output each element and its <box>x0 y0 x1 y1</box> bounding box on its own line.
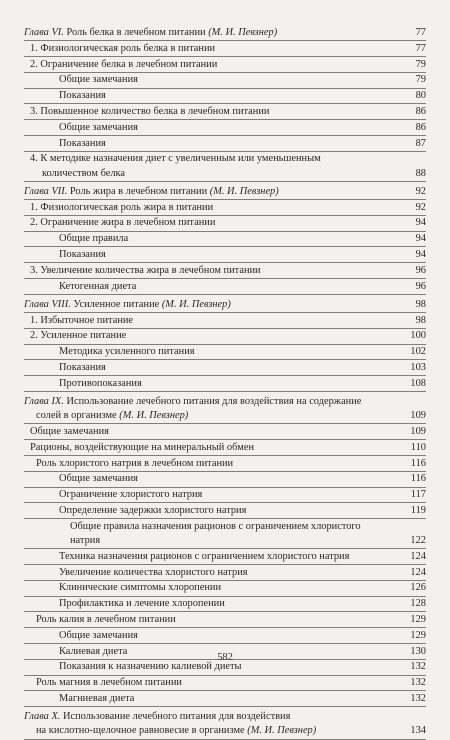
toc-chapter-entry <box>24 26 426 40</box>
entry-text: 1. Физиологическая роль жира в питании <box>30 201 214 213</box>
toc-entry-title <box>24 520 410 548</box>
toc-entry-title <box>24 345 410 359</box>
toc-entry-title <box>24 377 410 391</box>
toc-page-number: 124 <box>410 566 426 578</box>
entry-text: Использование лечебного питания для воздействия на содержание <box>63 395 362 407</box>
toc-page-number: 122 <box>410 534 426 546</box>
entry-text: Показания к назначению калиевой диеты <box>59 661 242 673</box>
entry-text: Клинические симптомы хлоропении <box>59 582 222 594</box>
entry-text: Общие замечания <box>59 473 138 485</box>
entry-text-continued: на кислотно-щелочное равновесие в организме <box>36 725 248 737</box>
toc-page-number: 102 <box>410 346 426 358</box>
entry-text-continued: количеством белка <box>42 167 126 179</box>
entry-text: Общие замечания <box>30 425 109 437</box>
entry-text: Усиленное питание <box>70 298 162 310</box>
entry-text: Техника назначения рационов с ограничением хлористого натрия <box>59 550 350 562</box>
toc-entry-title <box>24 26 416 40</box>
entry-text: Показания <box>59 137 106 149</box>
toc-page-number: 109 <box>410 410 426 422</box>
toc-page-number: 92 <box>415 201 426 213</box>
toc-page-number: 103 <box>410 361 426 373</box>
page-number: 582 <box>217 652 233 663</box>
toc-page-number: 87 <box>415 137 426 149</box>
toc-entry-title <box>24 152 416 180</box>
toc-entry-title <box>24 121 416 135</box>
toc-page-number: 92 <box>415 185 426 197</box>
toc-entry-title <box>24 457 411 471</box>
toc-page-number: 129 <box>410 613 426 625</box>
entry-text: Увеличение количества хлористого натрия <box>59 566 248 578</box>
toc-entry-title <box>24 232 416 246</box>
toc-entry-title <box>24 73 416 87</box>
entry-text: Роль хлористого натрия в лечебном питании <box>36 457 234 469</box>
toc-entry-title <box>24 248 416 262</box>
chapter-number: Глава VIII. <box>24 298 71 310</box>
entry-text: 2. Ограничение белка в лечебном питании <box>30 58 218 70</box>
toc-entry <box>24 314 426 328</box>
toc-entry <box>24 629 426 643</box>
entry-text: 1. Физиологическая роль белка в питании <box>30 42 216 54</box>
toc-entry <box>24 581 426 595</box>
toc-page-number: 98 <box>415 298 426 310</box>
toc-entry <box>24 105 426 119</box>
toc-entry-title <box>24 395 410 423</box>
author: (М. И. Певзнер) <box>209 185 279 197</box>
entry-text: Кетогенная диета <box>59 280 137 292</box>
entry-text: Ограничение хлористого натрия <box>59 489 203 501</box>
entry-text: 1. Избыточное питание <box>30 314 134 326</box>
entry-text: Общие замечания <box>59 121 138 133</box>
entry-text: Определение задержки хлористого натрия <box>59 504 247 516</box>
toc-entry <box>24 58 426 72</box>
toc-entry-title <box>24 216 416 230</box>
toc-entry <box>24 361 426 375</box>
toc-page-number: 86 <box>415 121 426 133</box>
toc-entry <box>24 42 426 56</box>
toc-entry-title <box>24 566 410 580</box>
toc-page-number: 128 <box>410 598 426 610</box>
toc-entry <box>24 472 426 486</box>
toc-page-number: 130 <box>410 645 426 657</box>
entry-text: Роль магния в лечебном питании <box>36 677 182 689</box>
toc-page-number: 117 <box>410 489 426 501</box>
toc-page-number: 98 <box>415 314 426 326</box>
chapter-number: Глава VII. <box>24 185 68 197</box>
toc-entry-title <box>24 504 411 518</box>
toc-entry-title <box>24 692 410 706</box>
toc-page-number: 79 <box>415 58 426 70</box>
toc-chapter-entry <box>24 185 426 199</box>
toc-page-number: 79 <box>415 74 426 86</box>
toc-entry-title <box>24 329 410 343</box>
entry-text: Использование лечебного питания для воздействия <box>60 711 291 723</box>
entry-text: 2. Усиленное питание <box>30 330 127 342</box>
toc-entry-title <box>24 425 410 439</box>
toc-entry <box>24 89 426 103</box>
toc-entry <box>24 329 426 343</box>
entry-text: Рационы, воздействующие на минеральный обмен <box>30 441 255 453</box>
toc-page-number: 109 <box>410 425 426 437</box>
toc-entry <box>24 216 426 230</box>
toc-page-number: 94 <box>415 233 426 245</box>
entry-text: Общие правила <box>59 233 129 245</box>
toc-entry <box>24 613 426 627</box>
entry-text: Роль жира в лечебном питании <box>67 185 210 197</box>
toc-entry <box>24 73 426 87</box>
toc-entry <box>24 280 426 294</box>
entry-text-continued: натрия <box>70 534 101 546</box>
chapter-number: Глава VI. <box>24 27 64 38</box>
toc-chapter-entry <box>24 710 426 738</box>
toc-entry-title <box>24 676 410 690</box>
toc-chapter-entry <box>24 298 426 312</box>
toc-entry <box>24 248 426 262</box>
toc-entry <box>24 676 426 690</box>
toc-page-number: 134 <box>410 725 426 737</box>
toc-page-number: 94 <box>415 217 426 229</box>
entry-text: Калиевая диета <box>59 645 128 657</box>
toc-page-number: 77 <box>415 27 426 38</box>
toc-page-number: 80 <box>415 90 426 102</box>
author: (М. И. Певзнер) <box>119 410 189 422</box>
toc-page-number: 124 <box>410 550 426 562</box>
toc-entry <box>24 425 426 439</box>
chapter-number: Глава X. <box>24 711 61 723</box>
toc-entry-title <box>24 361 410 375</box>
entry-text: Общие правила назначения рационов с ограничением хлористого <box>70 520 361 532</box>
toc-page-number: 126 <box>410 582 426 594</box>
toc-entry-title <box>24 185 416 199</box>
toc-page-number: 94 <box>415 248 426 260</box>
toc-page-number: 86 <box>415 105 426 117</box>
toc-entry-title <box>24 105 416 119</box>
toc-entry-title <box>24 597 410 611</box>
toc-entry-title <box>24 472 411 486</box>
toc-entry <box>24 121 426 135</box>
entry-text: Магниевая диета <box>59 692 135 704</box>
toc-page-number: 108 <box>410 377 426 389</box>
entry-text: Профилактика и лечение хлоропении <box>59 598 225 610</box>
toc-page-number: 116 <box>410 457 426 469</box>
toc-page-number: 88 <box>415 167 426 179</box>
toc-entry-title <box>24 581 410 595</box>
toc-entry <box>24 152 426 180</box>
toc-entry <box>24 597 426 611</box>
toc-entry-title <box>24 264 416 278</box>
toc-entry <box>24 377 426 391</box>
entry-text: Методика усиленного питания <box>59 346 195 358</box>
toc-page-number: 110 <box>410 441 426 453</box>
toc-page-number: 132 <box>410 661 426 673</box>
toc-page-number: 116 <box>410 473 426 485</box>
entry-text: Общие замечания <box>59 74 138 86</box>
toc-entry <box>24 457 426 471</box>
toc-entry-title <box>24 314 416 328</box>
entry-text: 3. Повышенное количество белка в лечебном питании <box>30 105 270 117</box>
toc-entry-title <box>24 441 411 455</box>
entry-text: 4. К методике назначения диет с увеличенным или уменьшенным <box>30 153 321 165</box>
toc-page-number: 119 <box>410 504 426 516</box>
chapter-number: Глава IX. <box>24 395 64 407</box>
entry-text: 2. Ограничение жира в лечебном питании <box>30 217 216 229</box>
toc-entry <box>24 550 426 564</box>
toc-page-number: 132 <box>410 677 426 689</box>
toc-entry <box>24 692 426 706</box>
author: (М. И. Певзнер) <box>161 298 231 310</box>
toc-entry <box>24 566 426 580</box>
toc-entry <box>24 504 426 518</box>
toc-entry-title <box>24 201 416 215</box>
toc-page-number: 96 <box>415 280 426 292</box>
toc-entry-title <box>24 89 416 103</box>
toc-entry <box>24 264 426 278</box>
entry-text: Роль калия в лечебном питании <box>36 613 176 625</box>
toc-page-number: 129 <box>410 629 426 641</box>
entry-text: Показания <box>59 90 106 102</box>
entry-text: Роль белка в лечебном питании <box>63 27 209 38</box>
table-of-contents <box>24 26 426 740</box>
toc-page-number: 96 <box>415 264 426 276</box>
toc-entry <box>24 520 426 548</box>
toc-page-number: 77 <box>415 42 426 54</box>
toc-entry-title <box>24 710 410 738</box>
toc-chapter-entry <box>24 395 426 423</box>
toc-entry-title <box>24 58 416 72</box>
toc-entry <box>24 488 426 502</box>
entry-text: Общие замечания <box>59 629 138 641</box>
toc-entry-title <box>24 550 410 564</box>
author: (М. И. Певзнер) <box>247 725 317 737</box>
entry-text: Показания <box>59 248 106 260</box>
toc-entry-title <box>24 42 416 56</box>
toc-entry-title <box>24 629 410 643</box>
entry-text-continued: солей в организме <box>36 410 120 422</box>
toc-page-number: 100 <box>410 330 426 342</box>
toc-entry-title <box>24 488 411 502</box>
entry-text: 3. Увеличение количества жира в лечебном питании <box>30 264 261 276</box>
entry-text: Показания <box>59 361 106 373</box>
toc-entry-title <box>24 137 416 151</box>
author: (М. И. Певзнер) <box>208 27 278 38</box>
toc-entry <box>24 441 426 455</box>
toc-entry <box>24 137 426 151</box>
toc-entry-title <box>24 298 416 312</box>
toc-entry-title <box>24 613 410 627</box>
toc-page-number: 132 <box>410 692 426 704</box>
toc-entry <box>24 232 426 246</box>
toc-entry <box>24 345 426 359</box>
toc-entry <box>24 201 426 215</box>
toc-entry-title <box>24 280 416 294</box>
entry-text: Противопоказания <box>59 377 142 389</box>
